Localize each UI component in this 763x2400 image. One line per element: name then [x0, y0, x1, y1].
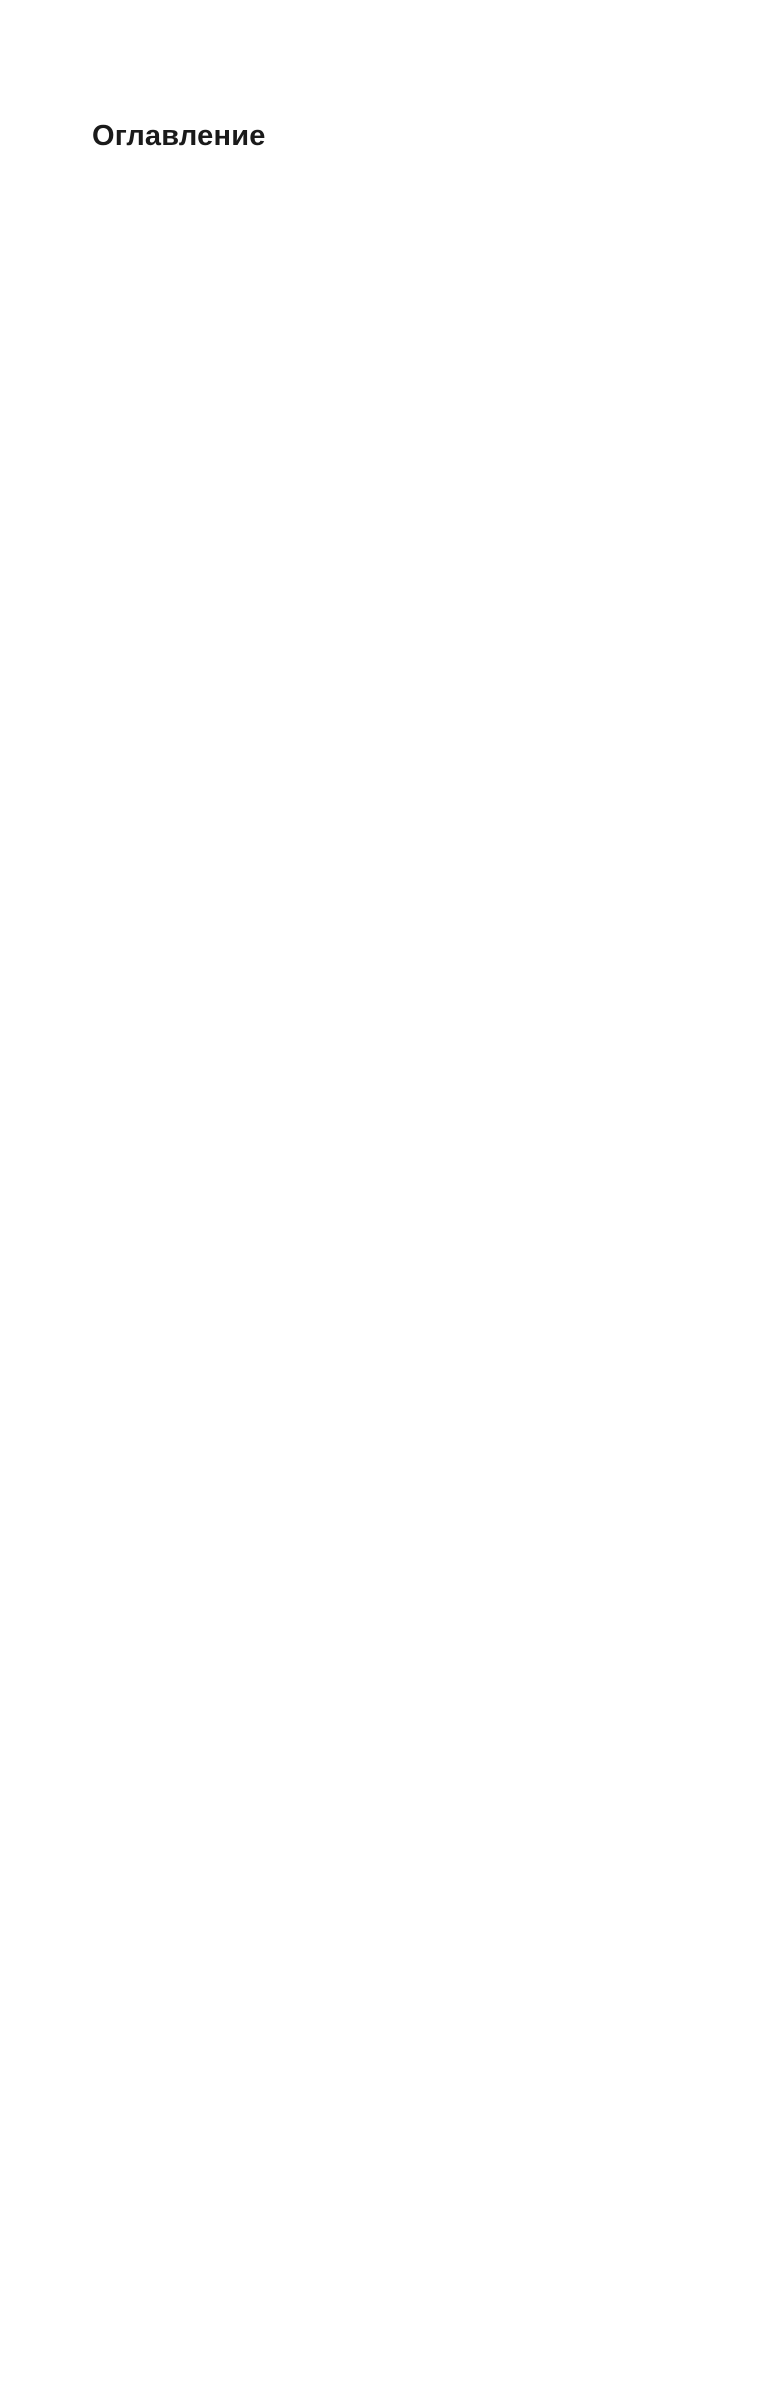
- toc-entry-page-number: [97, 1481, 763, 2400]
- toc-entry-page-number: [97, 251, 763, 1451]
- page-title: Оглавление: [92, 120, 266, 152]
- toc-entry-part[interactable]: [92, 1481, 671, 2400]
- toc-entry-editorial[interactable]: [92, 251, 671, 1451]
- table-of-contents: [92, 251, 671, 2400]
